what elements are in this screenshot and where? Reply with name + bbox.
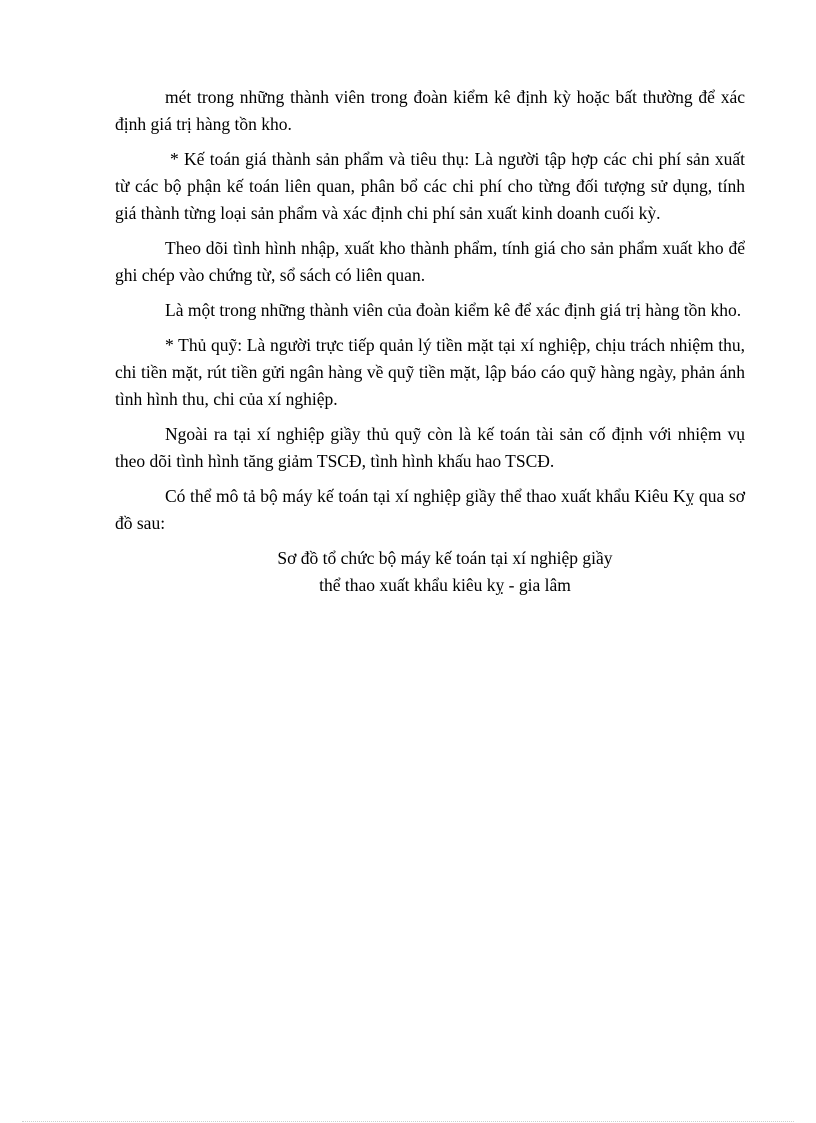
paragraph-treasurer: * Thủ quỹ: Là người trực tiếp quản lý tiền mặt tại xí nghiệp, chịu trách nhiệm thu, chi tiền mặt, rút tiền gửi ngân hàng về quỹ tiền mặt, lập báo cáo quỹ hàng ngày, phản ánh tình hình thu, chi của xí nghiệp. bbox=[115, 335, 745, 409]
diagram-caption-line-2: thể thao xuất khẩu kiêu kỵ - gia lâm bbox=[319, 575, 571, 595]
diagram-caption-line-1: Sơ đồ tổ chức bộ máy kế toán tại xí nghiệp giầy bbox=[277, 548, 613, 568]
document-body bbox=[115, 84, 745, 599]
paragraph-finished-goods: Theo dõi tình hình nhập, xuất kho thành phẩm, tính giá cho sản phẩm xuất kho để ghi chép vào chứng từ, sổ sách có liên quan. bbox=[115, 238, 745, 285]
paragraph-inventory-member: mét trong những thành viên trong đoàn kiểm kê định kỳ hoặc bất thường để xác định giá trị hàng tồn kho. bbox=[115, 87, 745, 134]
page-bottom-rule bbox=[22, 1121, 794, 1122]
paragraph-cost-accountant: * Kế toán giá thành sản phẩm và tiêu thụ: Là người tập hợp các chi phí sản xuất từ các bộ phận kế toán liên quan, phân bổ các chi phí cho từng đối tượng sử dụng, tính giá thành từng loại sản phẩm và xác định chi phí sản xuất kinh doanh cuối kỳ. bbox=[115, 149, 745, 223]
paragraph-inventory-team: Là một trong những thành viên của đoàn kiểm kê để xác định giá trị hàng tồn kho. bbox=[165, 300, 742, 320]
paragraph-diagram-intro: Có thể mô tả bộ máy kế toán tại xí nghiệp giầy thể thao xuất khẩu Kiêu Kỵ qua sơ đồ sau: bbox=[115, 486, 745, 533]
paragraph-fixed-assets: Ngoài ra tại xí nghiệp giầy thủ quỹ còn là kế toán tài sản cố định với nhiệm vụ theo dõi tình hình tăng giảm TSCĐ, tình hình khấu hao TSCĐ. bbox=[115, 424, 745, 471]
